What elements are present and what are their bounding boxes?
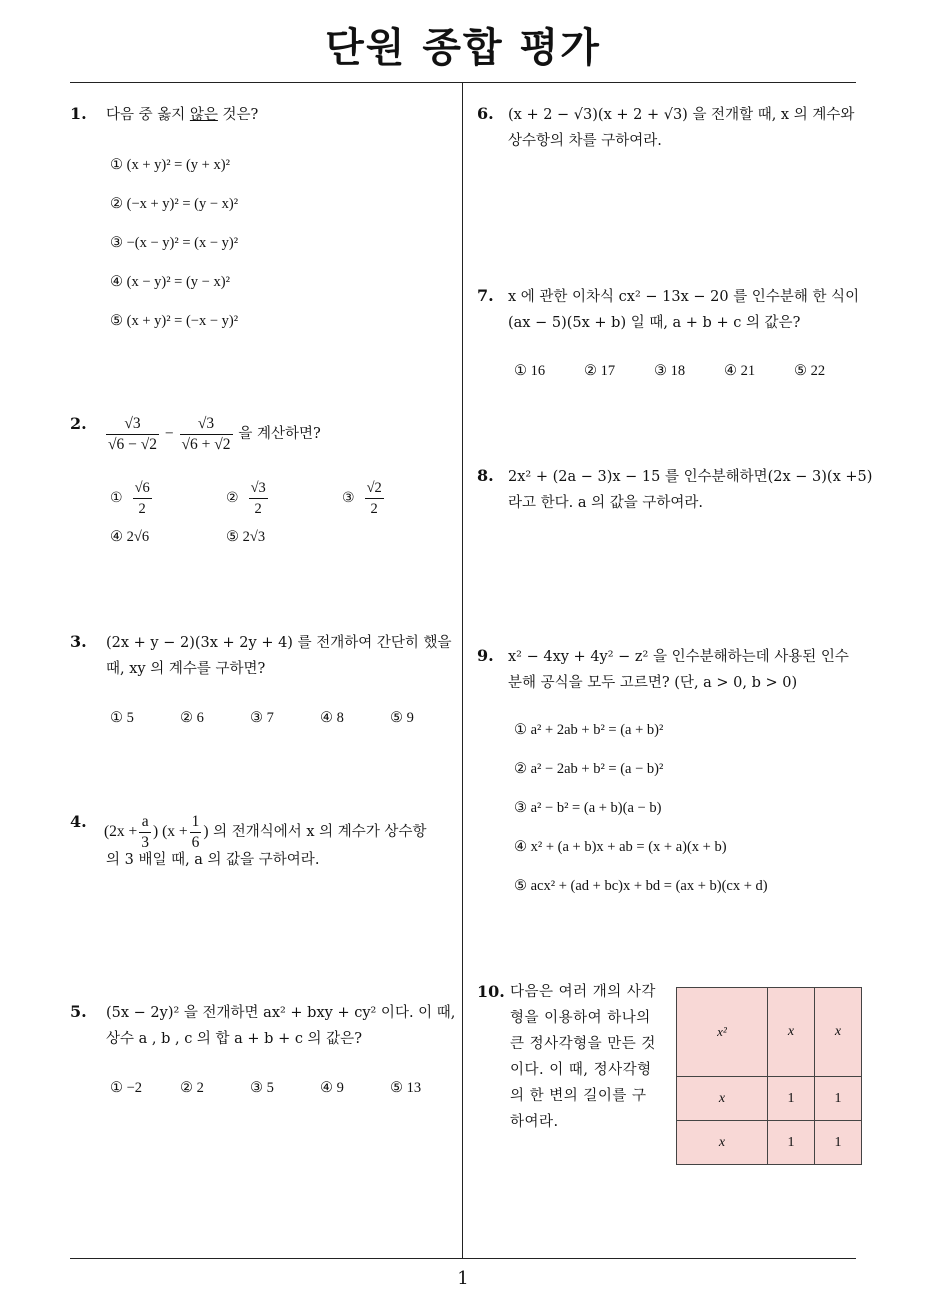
answer-option[interactable]: ④ 2√6 bbox=[110, 529, 150, 545]
question-text: x² − 4xy + 4y² − z² 을 인수분해하는데 사용된 인수 분해 공식을 모두 고르면? (단, a > 0, b > 0) bbox=[508, 649, 849, 691]
tile-unit: 1 bbox=[815, 1077, 862, 1121]
tile-x: x bbox=[815, 988, 862, 1077]
answer-option[interactable]: ⑤ acx² + (ad + bc)x + bd = (ax + b)(cx + d) bbox=[514, 878, 768, 894]
answer-option[interactable]: ④ (x − y)² = (y − x)² bbox=[110, 274, 230, 290]
answer-option[interactable]: ④ 8 bbox=[320, 710, 344, 726]
top-rule bbox=[70, 82, 856, 83]
answer-option[interactable]: ② 6 bbox=[180, 710, 204, 726]
tile-unit: 1 bbox=[815, 1121, 862, 1165]
answer-option[interactable]: ④ 9 bbox=[320, 1080, 344, 1096]
question-text: x 에 관한 이차식 cx² − 13x − 20 를 인수분해 한 식이 (ax − 5)(5x + b) 일 때, a + b + c 의 값은? bbox=[508, 289, 860, 331]
question-text: (2x + $\frac{a}{3}$ ) (x + $\frac{1}{6}$ ) 의 전개식에서 x 의 계수가 상수항 bbox=[104, 813, 427, 851]
answer-option[interactable]: ③ $\frac{√2}{2}$ bbox=[342, 480, 382, 517]
square-tiles-diagram bbox=[676, 987, 862, 1165]
answer-option[interactable]: ② 2 bbox=[180, 1080, 204, 1096]
answer-option[interactable]: ④ x² + (a + b)x + ab = (x + a)(x + b) bbox=[514, 839, 727, 855]
underlined-word: 않은 bbox=[189, 107, 218, 123]
answer-option[interactable]: ② 17 bbox=[584, 363, 616, 379]
answer-option[interactable]: ① a² + 2ab + b² = (a + b)² bbox=[514, 722, 664, 738]
answer-option[interactable]: ③ a² − b² = (a + b)(a − b) bbox=[514, 800, 662, 816]
question-text: 2x² + (2a − 3)x − 15 를 인수분해하면(2x − 3)(x +5) 라고 한다. a 의 값을 구하여라. bbox=[508, 469, 873, 511]
page-title: 단원 종합 평가 bbox=[325, 25, 601, 71]
answer-option[interactable]: ① $\frac{√6}{2}$ bbox=[110, 480, 150, 517]
tile-x-squared: x² bbox=[677, 988, 768, 1077]
answer-option[interactable]: ④ 21 bbox=[724, 363, 756, 379]
answer-option[interactable]: ⑤ 13 bbox=[390, 1080, 422, 1096]
answer-option[interactable]: ⑤ 2√3 bbox=[226, 529, 266, 545]
question-text: 다음 중 옳지 않은 것은? bbox=[106, 107, 259, 123]
question-number: 4. bbox=[70, 812, 87, 831]
question-text: 다음은 여러 개의 사각 형을 이용하여 하나의 큰 정사각형을 만든 것 이다. 이 때, 정사각형 의 한 변의 길이를 구 하여라. bbox=[510, 984, 656, 1130]
answer-option[interactable]: ① −2 bbox=[110, 1080, 143, 1096]
answer-option[interactable]: ① (x + y)² = (y + x)² bbox=[110, 157, 230, 173]
answer-option[interactable]: ② (−x + y)² = (y − x)² bbox=[110, 196, 239, 212]
question-number: 6. bbox=[477, 104, 494, 123]
answer-option[interactable]: ③ −(x − y)² = (x − y)² bbox=[110, 235, 239, 251]
answer-option[interactable]: ② a² − 2ab + b² = (a − b)² bbox=[514, 761, 664, 777]
question-text: (5x − 2y)² 을 전개하면 ax² + bxy + cy² 이다. 이 때, 상수 a , b , c 의 합 a + b + c 의 값은? bbox=[106, 1005, 456, 1047]
bottom-rule bbox=[70, 1258, 856, 1259]
answer-option[interactable]: ③ 18 bbox=[654, 363, 686, 379]
question-number: 1. bbox=[70, 104, 87, 123]
page-number: 1 bbox=[457, 1268, 469, 1289]
tile-x: x bbox=[677, 1121, 768, 1165]
question-number: 8. bbox=[477, 466, 494, 485]
question-text: $\frac{√3}{√6 - √2}$ − $\frac{√3}{√6 + √2}$ 을 계산하면? bbox=[108, 415, 321, 453]
tile-x: x bbox=[677, 1077, 768, 1121]
tile-unit: 1 bbox=[768, 1121, 815, 1165]
tile-x: x bbox=[768, 988, 815, 1077]
answer-option[interactable]: ⑤ (x + y)² = (−x − y)² bbox=[110, 313, 239, 329]
answer-option[interactable]: ② $\frac{√3}{2}$ bbox=[226, 480, 266, 517]
question-text: (x + 2 − √3)(x + 2 + √3) 을 전개할 때, x 의 계수와 상수항의 차를 구하여라. bbox=[508, 107, 855, 149]
question-text-continued: 의 3 배일 때, a 의 값을 구하여라. bbox=[106, 852, 320, 868]
question-number: 10. bbox=[477, 982, 505, 1001]
answer-option[interactable]: ① 5 bbox=[110, 710, 134, 726]
fraction: $\frac{√3}{√6 + √2}$ bbox=[181, 415, 231, 453]
tile-unit: 1 bbox=[768, 1077, 815, 1121]
answer-option[interactable]: ⑤ 22 bbox=[794, 363, 826, 379]
question-number: 5. bbox=[70, 1002, 87, 1021]
question-text: (2x + y − 2)(3x + 2y + 4) 를 전개하여 간단히 했을 때, xy 의 계수를 구하면? bbox=[106, 635, 452, 677]
answer-option[interactable]: ③ 7 bbox=[250, 710, 274, 726]
question-number: 3. bbox=[70, 632, 87, 651]
fraction: $\frac{√3}{√6 - √2}$ bbox=[108, 415, 158, 453]
column-divider bbox=[462, 82, 463, 1258]
question-number: 9. bbox=[477, 646, 494, 665]
answer-option[interactable]: ① 16 bbox=[514, 363, 546, 379]
answer-option[interactable]: ③ 5 bbox=[250, 1080, 274, 1096]
question-number: 2. bbox=[70, 414, 87, 433]
question-number: 7. bbox=[477, 286, 494, 305]
answer-option[interactable]: ⑤ 9 bbox=[390, 710, 414, 726]
